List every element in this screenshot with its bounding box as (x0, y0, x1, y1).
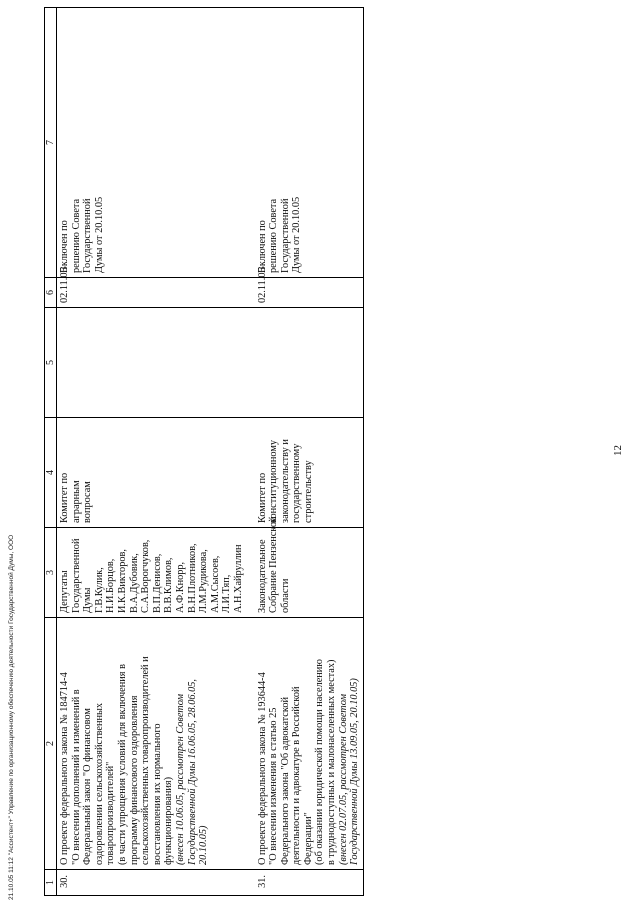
responsible-committee: Комитет по конституционному законодательству и государственному строительству (247, 418, 364, 528)
column-header: 6 (45, 278, 57, 308)
column-header: 4 (45, 418, 57, 528)
column-header: 2 (45, 618, 57, 870)
table-row (247, 8, 364, 896)
decision-cell: Включен по решению Совета Государственной Думы от 20.10.05 (247, 8, 364, 278)
decision-cell: Включен по решению Совета Государственной Думы от 20.10.05 (57, 8, 247, 278)
initiator: Депутаты Государственной Думы Г.В.Кулик, Н.И.Борцов, И.К.Викторов, В.А.Дубовик, С.А.Ворогчуков, В.П.Денисов, В.В.Климов, А.Ф.Кнорр, В.Н.Плотников, Л.М.Рудикова, А.М.Сысоев, Л.И.Тяп, А.Н.Хайруллин (57, 528, 247, 618)
date-cell: 02.11.05 (57, 278, 247, 308)
table-row (57, 8, 247, 896)
column-header: 1 (45, 870, 57, 896)
column-numbers-row (45, 8, 57, 896)
bill-title: О проекте федерального закона № 184714-4 "О внесении дополнений и изменений в Федеральный закон "О финансовом оздоровлении сельскохозяйственных товаропроизводителей" (в части упрощения условий для включения в программу финансового оздоровления сельскохозяйственных товаропроизводителей и восстановления их нормального функционирования) (внесен 10.06.05, рассмотрен Советом Государственной Думы 16.06.05, 28.06.05, 20.10.05) (57, 618, 247, 870)
bill-title: О проекте федерального закона № 193644-4 "О внесении изменения в статью 25 Федерального закона "Об адвокатской деятельности и адвокатуре в Российской Федерации" (об оказании юридической помощи населению в труднодоступных и малонаселенных местах) (внесен 02.07.05, рассмотрен Советом Государственной Думы 13.09.05, 20.10.05) (247, 618, 364, 870)
agenda-table (44, 7, 364, 896)
column-5-cell (57, 308, 247, 418)
page-footer: 21.10.05 11:12 "Ассистент+" Управление по организационному обеспечению деятельности Государственной Думы, ООО (8, 534, 15, 900)
column-header: 7 (45, 8, 57, 278)
row-number: 30. (57, 870, 247, 896)
column-5-cell (247, 308, 364, 418)
column-header: 5 (45, 308, 57, 418)
row-number: 31. (247, 870, 364, 896)
initiator: Законодательное Собрание Пензенской области (247, 528, 364, 618)
responsible-committee: Комитет по аграрным вопросам (57, 418, 247, 528)
date-cell: 02.11.05 (247, 278, 364, 308)
page-number: 12 (612, 445, 624, 456)
column-header: 3 (45, 528, 57, 618)
